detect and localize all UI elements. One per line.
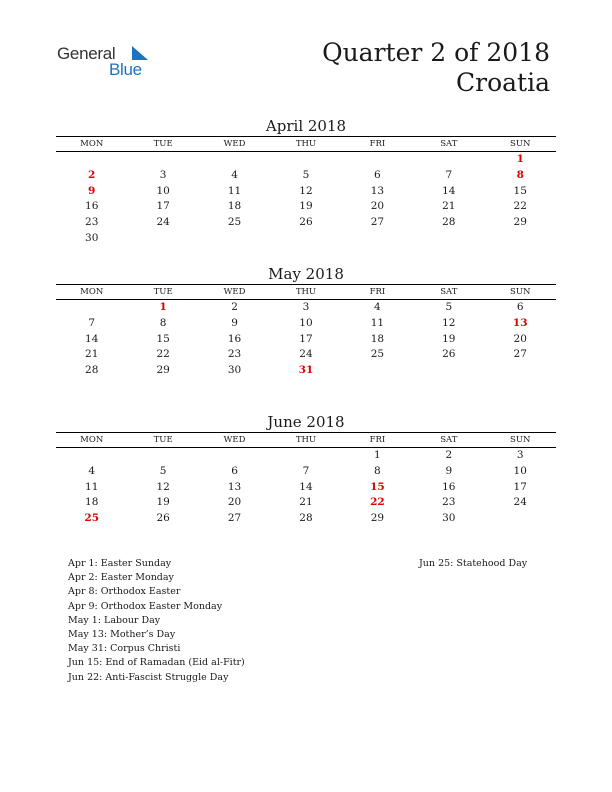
weekday-label: THU	[295, 287, 317, 297]
holiday-day-cell: 1	[159, 301, 167, 313]
day-cell: 21	[299, 496, 313, 509]
logo-text-blue: Blue	[109, 60, 142, 79]
day-cell: 19	[299, 200, 313, 213]
week-row	[56, 495, 556, 511]
day-cell: 9	[231, 316, 238, 329]
weekday-label: WED	[223, 435, 246, 445]
holiday-day-cell: 1	[516, 153, 524, 165]
holiday-note: Apr 9: Orthodox Easter Monday	[68, 600, 223, 612]
day-cell: 22	[156, 348, 170, 361]
day-cell: 7	[445, 168, 453, 181]
day-cell	[199, 152, 270, 168]
weekday-label: FRI	[369, 435, 386, 445]
day-cell: 27	[513, 348, 527, 361]
week-row	[56, 215, 556, 231]
day-cell: 16	[442, 480, 456, 493]
day-cell: 29	[156, 364, 170, 377]
weekday-label: THU	[295, 139, 317, 149]
day-cell: 20	[227, 496, 242, 509]
day-cell	[56, 152, 127, 168]
day-cell: 23	[227, 348, 242, 361]
day-cell: 14	[299, 480, 313, 493]
day-cell: 17	[156, 200, 170, 213]
day-cell: 12	[442, 316, 456, 329]
day-cell	[413, 152, 484, 168]
weekday-label: MON	[80, 139, 104, 149]
day-cell: 15	[513, 184, 527, 197]
weekday-label: TUE	[153, 139, 173, 149]
day-cell	[127, 231, 198, 247]
day-cell	[270, 448, 341, 464]
day-cell: 5	[445, 301, 453, 313]
day-cell: 28	[299, 512, 313, 525]
day-cell	[342, 231, 413, 247]
day-cell: 10	[513, 464, 527, 477]
day-cell: 20	[513, 332, 527, 345]
day-cell: 2	[445, 449, 453, 461]
day-cell: 7	[88, 316, 96, 329]
day-cell: 21	[442, 200, 456, 213]
month-title: June 2018	[267, 413, 345, 431]
month-april	[56, 117, 556, 247]
weekday-label: SAT	[440, 287, 458, 297]
day-cell	[270, 152, 341, 168]
holiday-note: Apr 8: Orthodox Easter	[68, 586, 181, 598]
day-cell: 15	[156, 332, 170, 345]
day-cell: 23	[85, 216, 99, 229]
week-row	[56, 231, 556, 247]
weekday-label: SAT	[440, 139, 458, 149]
week-row	[56, 300, 556, 316]
day-cell: 1	[374, 449, 381, 461]
day-cell: 18	[370, 332, 385, 345]
weekday-label: MON	[80, 287, 104, 297]
day-cell	[127, 448, 198, 464]
holiday-day-cell: 13	[512, 316, 528, 329]
day-cell: 11	[85, 480, 99, 493]
day-cell	[342, 152, 413, 168]
weekday-header-row	[56, 433, 556, 447]
day-cell: 6	[516, 301, 524, 313]
day-cell: 2	[231, 301, 238, 313]
day-cell: 8	[159, 316, 167, 329]
day-cell	[485, 363, 556, 379]
holiday-note: May 31: Corpus Christi	[68, 643, 181, 655]
day-cell	[485, 231, 556, 247]
day-cell: 25	[370, 348, 385, 361]
logo-flag-icon	[124, 46, 148, 60]
day-cell: 27	[227, 512, 242, 525]
day-cell: 26	[442, 348, 456, 361]
title-quarter: Quarter 2 of 2018	[322, 38, 550, 67]
title-country: Croatia	[456, 68, 550, 97]
day-cell: 24	[156, 216, 170, 229]
holiday-note: Apr 1: Easter Sunday	[68, 558, 172, 569]
month-title: April 2018	[265, 117, 347, 135]
week-row	[56, 332, 556, 348]
day-cell: 18	[85, 496, 99, 509]
day-cell: 6	[231, 464, 238, 477]
day-cell: 28	[85, 364, 99, 377]
week-row	[56, 347, 556, 363]
day-cell: 27	[370, 216, 385, 229]
month-june	[56, 413, 556, 527]
day-cell: 14	[442, 184, 456, 197]
holiday-notes-right	[419, 557, 527, 571]
day-cell: 22	[513, 200, 527, 213]
weekday-label: SUN	[510, 287, 531, 297]
day-cell	[199, 448, 270, 464]
day-cell: 25	[227, 216, 242, 229]
day-cell	[127, 152, 198, 168]
day-cell	[413, 363, 484, 379]
day-cell: 30	[227, 364, 242, 377]
day-cell: 26	[299, 216, 313, 229]
day-cell: 4	[374, 301, 381, 313]
holiday-note: May 13: Mother’s Day	[68, 629, 176, 641]
day-cell: 12	[156, 480, 170, 493]
day-cell: 29	[370, 512, 385, 525]
day-cell: 11	[370, 316, 385, 329]
week-row	[56, 480, 556, 496]
day-cell: 16	[85, 200, 99, 213]
weekday-header-row	[56, 285, 556, 299]
holiday-day-cell: 2	[88, 168, 96, 181]
weekday-label: MON	[80, 435, 104, 445]
day-cell: 4	[88, 464, 96, 477]
week-row	[56, 464, 556, 480]
weekday-label: WED	[223, 139, 246, 149]
day-cell	[199, 231, 270, 247]
day-cell: 16	[227, 332, 242, 345]
weekday-label: TUE	[153, 287, 173, 297]
day-cell: 5	[302, 168, 310, 181]
day-cell: 17	[513, 480, 527, 493]
logo	[57, 44, 157, 84]
day-cell: 7	[302, 464, 310, 477]
day-cell: 9	[445, 464, 453, 477]
day-cell	[270, 231, 341, 247]
day-cell: 24	[299, 348, 313, 361]
day-cell: 6	[374, 168, 381, 181]
day-cell: 28	[442, 216, 456, 229]
month-title: May 2018	[268, 265, 344, 283]
day-cell: 10	[299, 316, 313, 329]
day-cell	[413, 231, 484, 247]
day-cell: 13	[370, 184, 385, 197]
month-may	[56, 265, 556, 379]
weekday-label: FRI	[369, 139, 386, 149]
week-row	[56, 316, 556, 332]
page-title	[322, 38, 550, 98]
holiday-note: Apr 2: Easter Monday	[68, 572, 174, 584]
holiday-note: Jun 25: Statehood Day	[419, 558, 528, 569]
day-cell: 19	[442, 332, 456, 345]
day-cell: 19	[156, 496, 170, 509]
weekday-label: SUN	[510, 139, 531, 149]
week-row	[56, 448, 556, 464]
week-row	[56, 511, 556, 527]
holiday-day-cell: 22	[370, 496, 385, 509]
weekday-label: SUN	[510, 435, 531, 445]
day-cell: 17	[299, 332, 313, 345]
week-row	[56, 363, 556, 379]
day-cell: 26	[156, 512, 170, 525]
day-cell: 29	[513, 216, 527, 229]
day-cell: 3	[516, 449, 524, 461]
week-row	[56, 184, 556, 200]
holiday-note: Jun 15: End of Ramadan (Eid al-Fitr)	[68, 657, 245, 669]
holiday-note: May 1: Labour Day	[68, 614, 161, 626]
week-row	[56, 199, 556, 215]
day-cell: 4	[231, 168, 238, 181]
holiday-day-cell: 8	[516, 168, 524, 181]
week-row	[56, 152, 556, 168]
holiday-note: Jun 22: Anti-Fascist Struggle Day	[68, 671, 229, 683]
day-cell: 24	[513, 496, 527, 509]
day-cell: 30	[442, 512, 456, 525]
week-row	[56, 168, 556, 184]
logo-text-general: General	[57, 44, 116, 63]
holiday-day-cell: 25	[84, 512, 100, 525]
day-cell: 14	[85, 332, 99, 345]
weekday-label: SAT	[440, 435, 458, 445]
weekday-label: FRI	[369, 287, 386, 297]
day-cell: 21	[85, 348, 99, 361]
weekday-label: TUE	[153, 435, 173, 445]
day-cell: 3	[159, 168, 167, 181]
weekday-label: WED	[223, 287, 246, 297]
day-cell: 23	[442, 496, 456, 509]
day-cell: 11	[227, 184, 242, 197]
day-cell: 5	[159, 464, 167, 477]
day-cell: 18	[227, 200, 242, 213]
day-cell: 13	[227, 480, 242, 493]
holiday-notes-left	[68, 557, 245, 685]
day-cell	[56, 448, 127, 464]
weekday-label: THU	[295, 435, 317, 445]
day-cell: 12	[299, 184, 313, 197]
day-cell	[342, 363, 413, 379]
day-cell: 3	[302, 301, 310, 313]
day-cell	[56, 300, 127, 316]
day-cell: 20	[370, 200, 385, 213]
day-cell: 8	[374, 464, 381, 477]
holiday-day-cell: 15	[370, 480, 385, 493]
weekday-header-row	[56, 137, 556, 151]
holiday-day-cell: 31	[298, 364, 314, 377]
day-cell	[485, 511, 556, 527]
day-cell: 30	[85, 231, 99, 244]
holiday-day-cell: 9	[88, 184, 96, 197]
day-cell: 10	[156, 184, 170, 197]
